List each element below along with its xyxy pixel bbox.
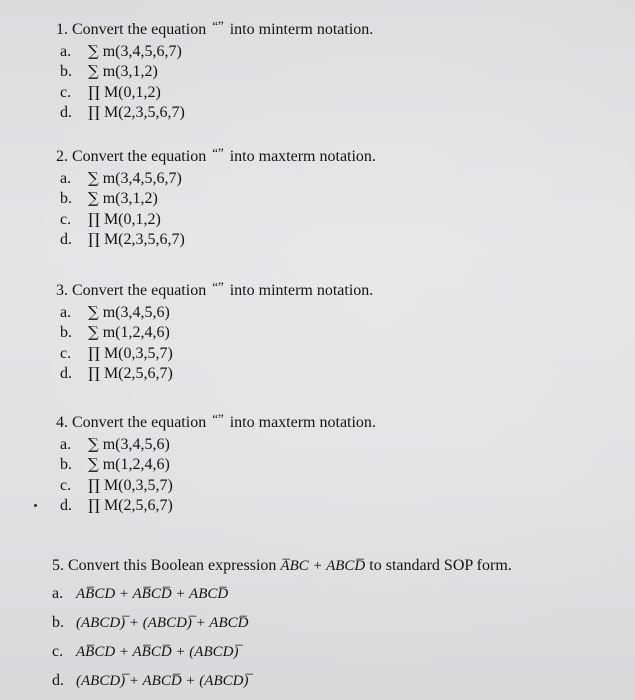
option-d: d. ∏ M(2,3,5,6,7) <box>60 230 185 248</box>
question-5-prompt: 5. Convert this Boolean expression A̅BC + ABCD̅ to standard SOP form. <box>52 557 512 574</box>
boolean-expression: A̅BC + ABCD̅ <box>280 558 366 574</box>
option-a: a. ∑ m(3,4,5,6,7) <box>60 41 182 60</box>
option-a: a. AB̅CD + AB̅CD̅ + ABCD̅ <box>52 585 229 602</box>
option-c: c. ∏ M(0,3,5,7) <box>60 343 173 362</box>
option-d: d. (ABCD)̅ + ABCD̅ + (ABCD)̅ <box>52 672 249 689</box>
question-1 <box>56 20 373 123</box>
question-3-prompt: 3. Convert the equation “” into minterm notation. <box>56 279 374 299</box>
empty-quote: “” <box>212 18 224 33</box>
option-c: c. ∏ M(0,1,2) <box>60 209 161 228</box>
option-a: a. ∑ m(3,4,5,6) <box>60 302 170 321</box>
question-1-prompt: 1. Convert the equation “” into minterm notation. <box>56 18 374 38</box>
option-d: d. ∏ M(2,5,6,7) <box>60 364 173 382</box>
option-a: a. ∑ m(3,4,5,6) <box>60 434 170 453</box>
empty-quote: “” <box>212 279 224 294</box>
option-c: c. ∏ M(0,3,5,7) <box>60 475 173 494</box>
question-2 <box>56 147 376 250</box>
question-4-prompt: 4. Convert the equation “” into maxterm notation. <box>56 411 376 431</box>
option-c: c. AB̅CD + AB̅CD̅ + (ABCD)̅ <box>52 643 239 660</box>
option-a: a. ∑ m(3,4,5,6,7) <box>60 168 182 187</box>
question-3 <box>56 281 373 384</box>
stray-dot <box>34 504 37 507</box>
option-d: d. ∏ M(2,5,6,7) <box>60 496 173 514</box>
empty-quote: “” <box>212 411 224 426</box>
option-b: b. ∑ m(1,2,4,6) <box>60 323 170 341</box>
option-b: b. ∑ m(1,2,4,6) <box>60 455 170 473</box>
option-c: c. ∏ M(0,1,2) <box>60 82 161 101</box>
question-2-prompt: 2. Convert the equation “” into maxterm notation. <box>56 145 376 165</box>
question-5 <box>52 552 512 695</box>
question-4 <box>56 413 376 516</box>
option-b: b. ∑ m(3,1,2) <box>60 62 158 80</box>
option-b: b. (ABCD)̅ + (ABCD)̅ + ABCD̅ <box>52 614 249 631</box>
option-d: d. ∏ M(2,3,5,6,7) <box>60 103 185 121</box>
option-b: b. ∑ m(3,1,2) <box>60 189 158 207</box>
empty-quote: “” <box>212 145 224 160</box>
